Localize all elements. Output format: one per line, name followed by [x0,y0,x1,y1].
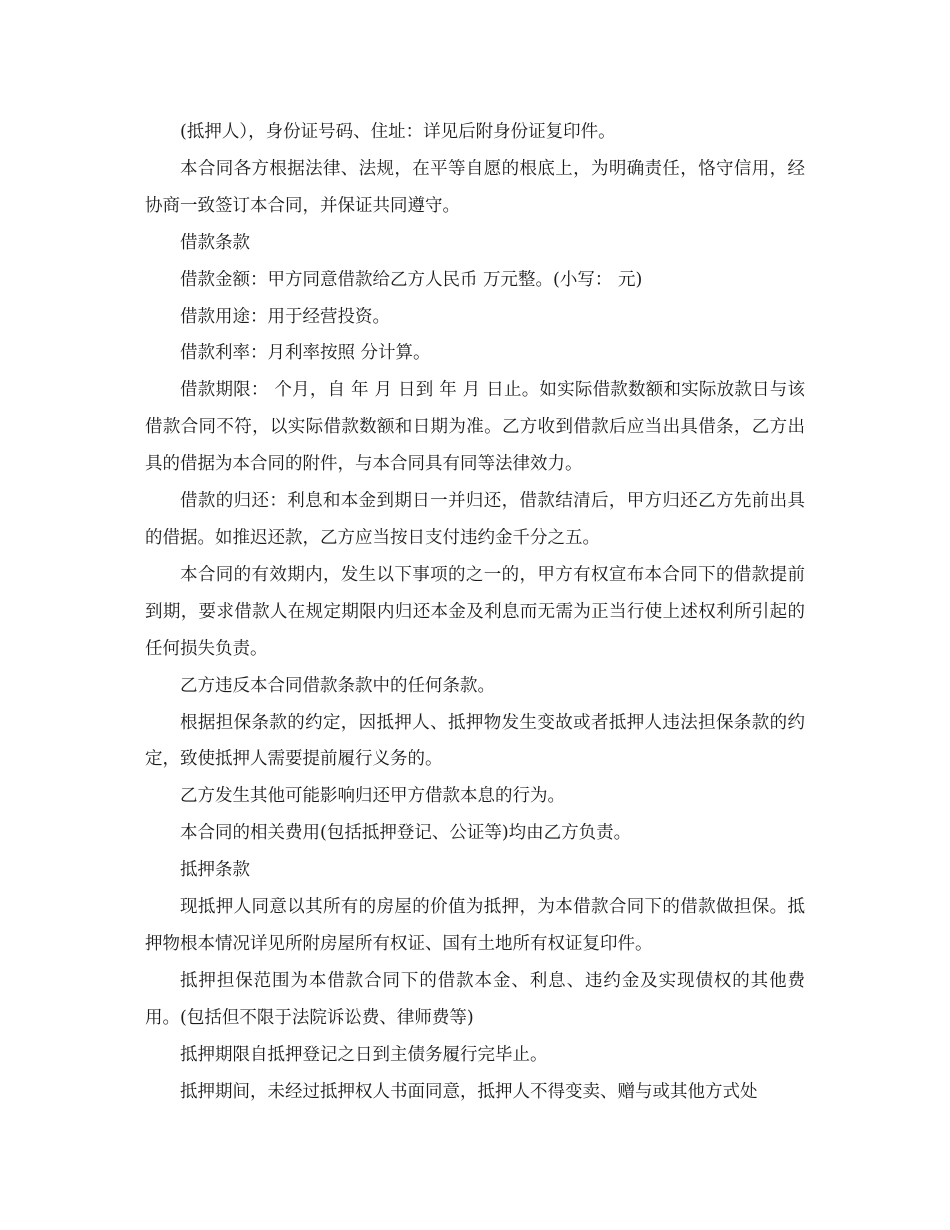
document-body [145,114,805,1110]
paragraph-early-maturity: 本合同的有效期内，发生以下事项的之一的，甲方有权宣布本合同下的借款提前到期，要求借款人在规定期限内归还本金及利息而无需为正当行使上述权利所引起的任何损失负责。 [145,564,805,659]
paragraph-fees: 本合同的相关费用(包括抵押登记、公证等)均由乙方负责。 [180,823,632,844]
section-heading-mortgage-terms: 抵押条款 [180,860,250,881]
paragraph-breach-item-1: 乙方违反本合同借款条款中的任何条款。 [180,675,495,696]
paragraph-loan-term: 借款期限： 个月，自 年 月 日到 年 月 日止。如实际借款数额和实际放款日与该借款合同不符，以实际借款数额和日期为准。乙方收到借款后应当出具借条，乙方出具的借据为本合同的附件，与本合同具有同等法律效力。 [145,380,805,475]
paragraph-loan-rate: 借款利率：月利率按照 分计算。 [180,343,431,364]
paragraph-mortgage-restriction: 抵押期间，未经过抵押权人书面同意，抵押人不得变卖、赠与或其他方式处 [180,1081,758,1102]
paragraph-mortgage-scope: 抵押担保范围为本借款合同下的借款本金、利息、违约金及实现债权的其他费用。(包括但不限于法院诉讼费、律师费等) [145,970,805,1028]
paragraph-mortgage-period: 抵押期限自抵押登记之日到主债务履行完毕止。 [180,1044,548,1065]
paragraph-breach-item-3: 乙方发生其他可能影响归还甲方借款本息的行为。 [180,786,565,807]
paragraph-loan-repayment: 借款的归还：利息和本金到期日一并归还，借款结清后，甲方归还乙方先前出具的借据。如推迟还款，乙方应当按日支付违约金千分之五。 [145,491,805,548]
paragraph-guarantor-id: (抵押人），身份证号码、住址：详见后附身份证复印件。 [180,122,616,142]
paragraph-loan-purpose: 借款用途：用于经营投资。 [180,306,390,327]
paragraph-loan-amount: 借款金额：甲方同意借款给乙方人民币 万元整。(小写： 元) [180,269,643,290]
paragraph-preamble: 本合同各方根据法律、法规，在平等自愿的根底上，为明确责任，恪守信用，经协商一致签订本合同，并保证共同遵守。 [145,158,805,216]
section-heading-loan-terms: 借款条款 [180,232,250,253]
paragraph-mortgage-consent: 现抵押人同意以其所有的房屋的价值为抵押，为本借款合同下的借款做担保。抵押物根本情况详见所附房屋所有权证、国有土地所有权证复印件。 [145,897,805,954]
paragraph-breach-item-2: 根据担保条款的约定，因抵押人、抵押物发生变故或者抵押人违法担保条款的约定，致使抵押人需要提前履行义务的。 [145,712,805,770]
